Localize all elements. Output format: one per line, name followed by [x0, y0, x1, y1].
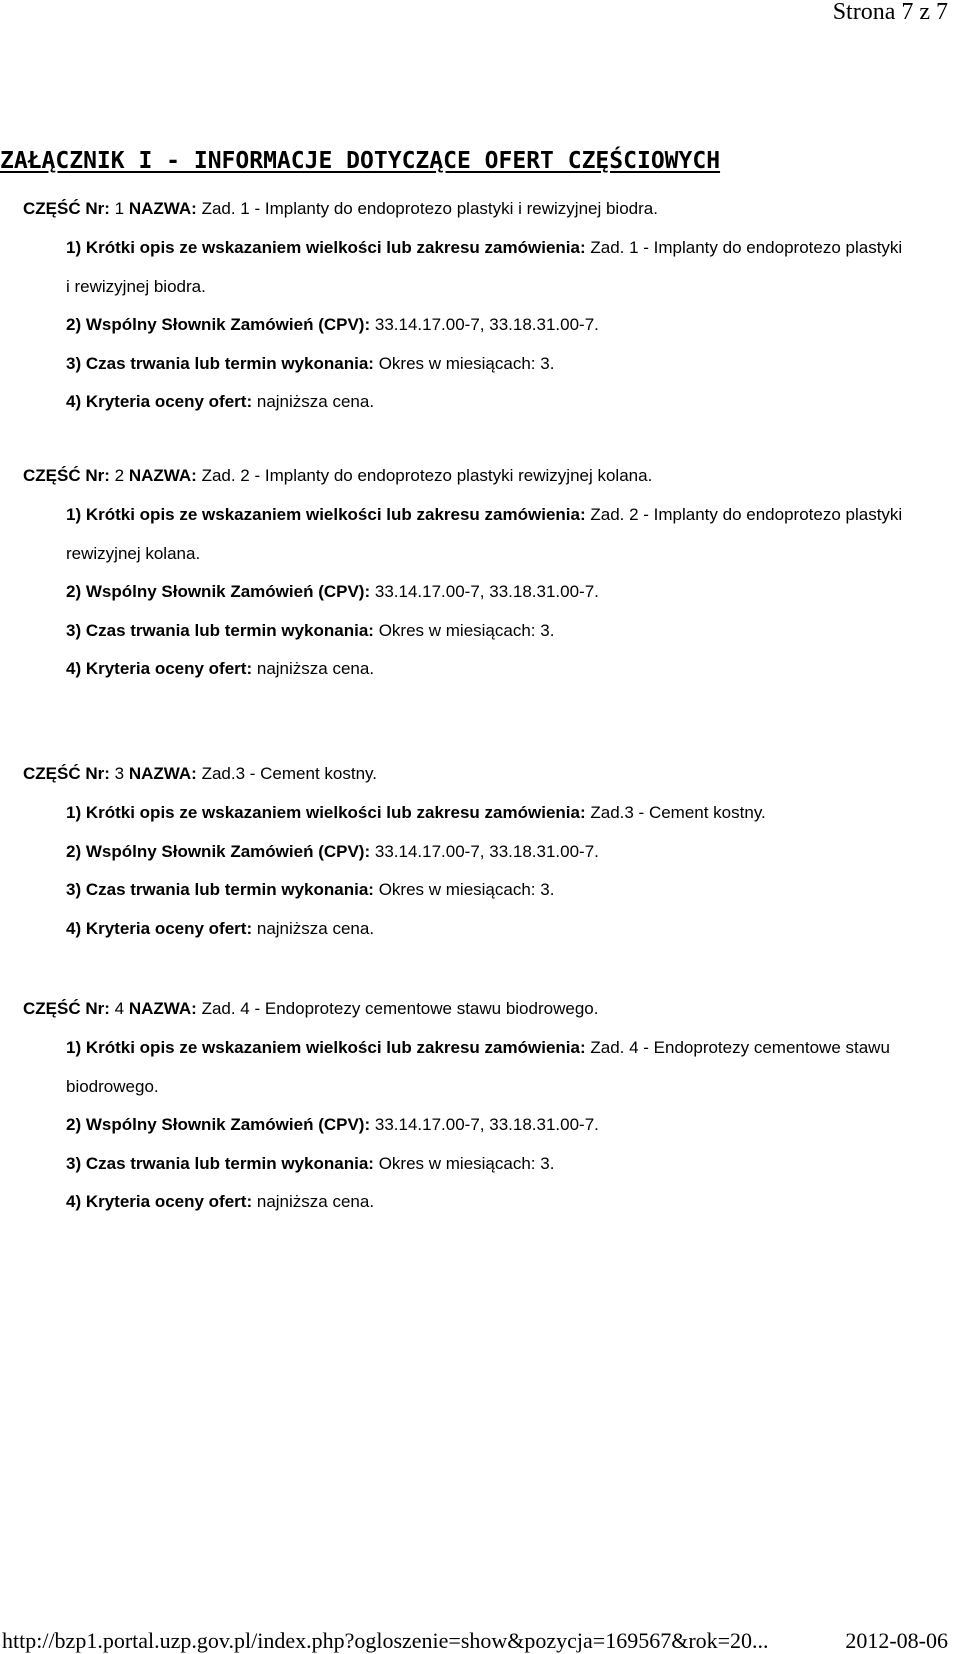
criteria-value: najniższa cena. — [256, 392, 375, 411]
part-number: 4 — [114, 999, 125, 1018]
part-section — [0, 761, 960, 948]
description-label: 1) Krótki opis ze wskazaniem wielkości lub zakresu zamówienia: — [66, 505, 586, 524]
duration-label: 3) Czas trwania lub termin wykonania: — [66, 353, 374, 373]
part-name-label: NAZWA: — [128, 764, 197, 783]
description-item — [66, 229, 906, 306]
duration-label: 3) Czas trwania lub termin wykonania: — [66, 1153, 374, 1173]
cpv-item — [66, 573, 906, 612]
part-name-label: NAZWA: — [128, 466, 197, 485]
duration-item — [66, 612, 906, 651]
criteria-item — [66, 910, 906, 949]
cpv-label: 2) Wspólny Słownik Zamówień (CPV): — [66, 1115, 371, 1134]
part-section — [0, 463, 960, 689]
cpv-item — [66, 1106, 906, 1145]
page-footer — [0, 1628, 960, 1654]
part-heading — [23, 463, 960, 489]
criteria-item — [66, 1183, 906, 1222]
part-number-label: CZĘŚĆ Nr: — [23, 199, 110, 218]
part-number: 2 — [114, 466, 125, 485]
criteria-item — [66, 383, 906, 422]
duration-item — [66, 1145, 906, 1184]
description-label: 1) Krótki opis ze wskazaniem wielkości lub zakresu zamówienia: — [66, 1038, 586, 1057]
criteria-value: najniższa cena. — [256, 1192, 375, 1211]
part-section — [0, 196, 960, 422]
part-number: 3 — [114, 764, 125, 783]
cpv-label: 2) Wspólny Słownik Zamówień (CPV): — [66, 841, 371, 861]
cpv-value: 33.14.17.00-7, 33.18.31.00-7. — [374, 315, 599, 334]
description-value: Zad. 4 - Endoprotezy cementowe stawu biodrowego. — [66, 1038, 890, 1096]
description-value: Zad.3 - Cement kostny. — [590, 803, 766, 822]
part-name: Zad. 1 - Implanty do endoprotezo plastyki i rewizyjnej biodra. — [201, 199, 658, 218]
description-value: Zad. 1 - Implanty do endoprotezo plastyki i rewizyjnej biodra. — [66, 238, 903, 296]
description-item — [66, 496, 906, 573]
cpv-label: 2) Wspólny Słownik Zamówień (CPV): — [66, 582, 371, 601]
duration-value: Okres w miesiącach: 3. — [378, 353, 555, 373]
document-title: ZAŁĄCZNIK I - INFORMACJE DOTYCZĄCE OFERT CZĘŚCIOWYCH — [0, 148, 721, 174]
part-heading — [23, 996, 960, 1022]
cpv-label: 2) Wspólny Słownik Zamówień (CPV): — [66, 315, 371, 334]
part-number-label: CZĘŚĆ Nr: — [23, 999, 110, 1018]
duration-item — [66, 345, 906, 384]
criteria-label: 4) Kryteria oceny ofert: — [66, 392, 253, 411]
criteria-value: najniższa cena. — [256, 918, 375, 938]
description-label: 1) Krótki opis ze wskazaniem wielkości lub zakresu zamówienia: — [66, 803, 586, 822]
part-section — [0, 996, 960, 1222]
part-heading — [23, 761, 960, 787]
description-label: 1) Krótki opis ze wskazaniem wielkości lub zakresu zamówienia: — [66, 238, 586, 257]
criteria-label: 4) Kryteria oceny ofert: — [66, 1192, 253, 1211]
criteria-label: 4) Kryteria oceny ofert: — [66, 659, 253, 678]
part-name: Zad.3 - Cement kostny. — [201, 764, 377, 783]
duration-label: 3) Czas trwania lub termin wykonania: — [66, 620, 374, 640]
duration-value: Okres w miesiącach: 3. — [378, 1153, 555, 1173]
part-name-label: NAZWA: — [128, 999, 197, 1018]
part-name: Zad. 2 - Implanty do endoprotezo plastyki rewizyjnej kolana. — [201, 466, 653, 485]
criteria-value: najniższa cena. — [256, 659, 375, 678]
criteria-label: 4) Kryteria oceny ofert: — [66, 918, 253, 938]
description-item — [66, 794, 906, 833]
part-name-label: NAZWA: — [128, 199, 197, 218]
part-heading — [23, 196, 960, 222]
duration-value: Okres w miesiącach: 3. — [378, 620, 555, 640]
cpv-item — [66, 306, 906, 345]
cpv-item — [66, 833, 906, 872]
criteria-item — [66, 650, 906, 689]
cpv-value: 33.14.17.00-7, 33.18.31.00-7. — [374, 841, 599, 861]
page-number: Strona 7 z 7 — [832, 0, 948, 25]
part-number: 1 — [114, 199, 125, 218]
part-name: Zad. 4 - Endoprotezy cementowe stawu biodrowego. — [201, 999, 599, 1018]
cpv-value: 33.14.17.00-7, 33.18.31.00-7. — [374, 582, 599, 601]
source-url: http://bzp1.portal.uzp.gov.pl/index.php?ogloszenie=show&pozycja=169567&rok=20... — [2, 1628, 769, 1653]
description-value: Zad. 2 - Implanty do endoprotezo plastyki rewizyjnej kolana. — [66, 505, 903, 563]
part-number-label: CZĘŚĆ Nr: — [23, 764, 110, 783]
print-date: 2012-08-06 — [845, 1628, 948, 1653]
duration-label: 3) Czas trwania lub termin wykonania: — [66, 880, 374, 899]
description-item — [66, 1029, 906, 1106]
duration-item — [66, 871, 906, 910]
cpv-value: 33.14.17.00-7, 33.18.31.00-7. — [374, 1115, 599, 1134]
part-number-label: CZĘŚĆ Nr: — [23, 466, 110, 485]
duration-value: Okres w miesiącach: 3. — [378, 880, 555, 899]
